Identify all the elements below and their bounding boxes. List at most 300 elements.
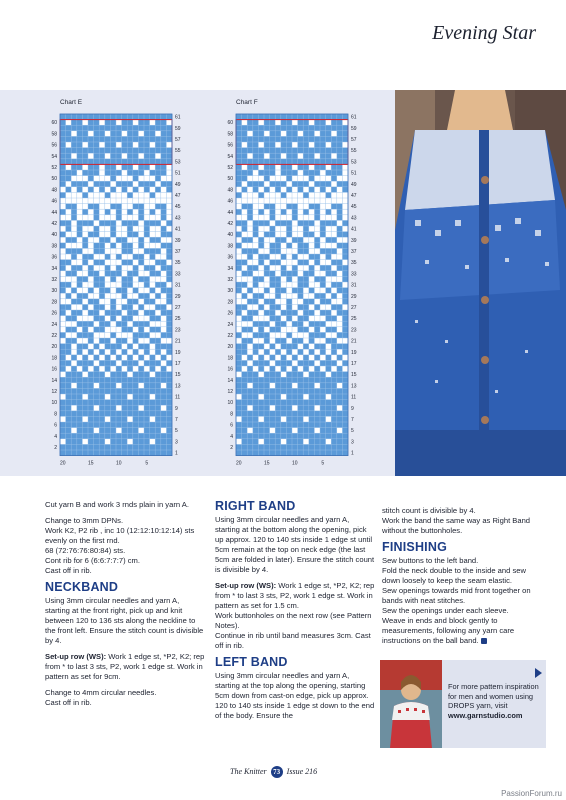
chart-stitch-contrast (60, 327, 66, 333)
chart-stitch-contrast (275, 254, 281, 260)
chart-stitch-contrast (309, 181, 315, 187)
chart-stitch-contrast (326, 204, 332, 210)
chart-stitch-contrast (337, 220, 343, 226)
row-number-left: 36 (227, 254, 233, 261)
chart-stitch-contrast (161, 316, 167, 322)
chart-stitch-contrast (253, 316, 259, 322)
paragraph: 68 (72:76:76:80:84) sts. (45, 546, 126, 555)
chart-stitch-contrast (94, 428, 100, 434)
chart-stitch-contrast (105, 293, 111, 299)
row-number-left: 4 (230, 433, 233, 440)
arrow-right-icon (535, 668, 542, 678)
chart-stitch-contrast (331, 366, 337, 372)
chart-stitch-contrast (150, 176, 156, 182)
chart-stitch-contrast (133, 293, 139, 299)
chart-stitch-contrast (298, 204, 304, 210)
chart-stitch-contrast (116, 176, 122, 182)
chart-stitch-contrast (88, 327, 94, 333)
paragraph: Using 3mm circular needles and yarn A, starting at the bottom along the opening, pick up approx. 120 to 140 sts inside 1 edge st until 5cm remain at the top on neck edge (the last 5cm are folded in later). Ensure the stitch count is divisible by 4. (215, 515, 375, 574)
chart-stitch-contrast (133, 243, 139, 249)
chart-stitch-contrast (127, 265, 133, 271)
chart-stitch-contrast (331, 321, 337, 327)
chart-stitch-contrast (138, 360, 144, 366)
chart-stitch-contrast (264, 192, 270, 198)
chart-stitch-contrast (150, 204, 156, 210)
chart-stitch-contrast (105, 131, 111, 137)
chart-stitch-contrast (253, 327, 259, 333)
chart-stitch-contrast (236, 226, 242, 232)
chart-stitch-contrast (236, 416, 242, 422)
chart-stitch-contrast (314, 232, 320, 238)
chart-stitch-contrast (166, 282, 172, 288)
chart-stitch-contrast (281, 372, 287, 378)
chart-stitch-contrast (326, 142, 332, 148)
chart-stitch-contrast (122, 131, 128, 137)
chart-stitch-contrast (258, 248, 264, 254)
chart-stitch-contrast (82, 288, 88, 294)
chart-stitch-contrast (138, 405, 144, 411)
row-number-left: 30 (227, 288, 233, 295)
chart-stitch-contrast (342, 237, 348, 243)
row-number-left: 32 (51, 277, 57, 283)
chart-stitch-contrast (286, 265, 292, 271)
chart-stitch-contrast (298, 254, 304, 260)
chart-stitch-contrast (60, 394, 66, 400)
chart-stitch-contrast (155, 209, 161, 215)
chart-stitch-contrast (71, 332, 77, 338)
chart-stitch-contrast (60, 215, 66, 221)
chart-stitch-contrast (82, 271, 88, 277)
chart-stitch-contrast (270, 254, 276, 260)
chart-stitch-contrast (138, 192, 144, 198)
chart-stitch-contrast (258, 204, 264, 210)
chart-stitch-contrast (66, 254, 72, 260)
row-number-left: 40 (51, 232, 57, 239)
chart-stitch-contrast (110, 338, 116, 344)
promo-link[interactable]: www.garnstudio.com (448, 710, 523, 720)
column-1 (45, 500, 205, 714)
chart-stitch-contrast (292, 405, 298, 411)
chart-stitch-contrast (105, 349, 111, 355)
chart-stitch-contrast (286, 366, 292, 372)
row-number-right: 59 (175, 125, 181, 132)
chart-stitch-contrast (88, 215, 94, 221)
chart-stitch-contrast (326, 187, 332, 193)
chart-stitch-contrast (88, 366, 94, 372)
chart-stitch-contrast (105, 198, 111, 204)
chart-stitch-contrast (253, 304, 259, 310)
chart-stitch-contrast (155, 265, 161, 271)
chart-stitch-contrast (122, 355, 128, 361)
chart-stitch-contrast (253, 209, 259, 215)
chart-stitch-contrast (247, 349, 253, 355)
chart-stitch-contrast (166, 176, 172, 182)
chart-stitch-contrast (94, 332, 100, 338)
chart-stitch-contrast (99, 271, 105, 277)
chart-stitch-contrast (144, 288, 150, 294)
chart-stitch-contrast (264, 248, 270, 254)
chart-stitch-contrast (326, 416, 332, 422)
chart-stitch-contrast (242, 215, 248, 221)
chart-stitch-contrast (99, 215, 105, 221)
chart-stitch-contrast (144, 327, 150, 333)
chart-stitch-contrast (236, 338, 242, 344)
chart-stitch-contrast (253, 237, 259, 243)
chart-stitch-contrast (253, 243, 259, 249)
chart-stitch-contrast (150, 187, 156, 193)
chart-stitch-contrast (138, 428, 144, 434)
row-number-right: 33 (175, 271, 181, 278)
chart-stitch-contrast (270, 265, 276, 271)
chart-stitch-contrast (66, 198, 72, 204)
chart-stitch-contrast (303, 338, 309, 344)
column-3 (382, 506, 544, 652)
chart-stitch-contrast (309, 209, 315, 215)
chart-f-grid (216, 110, 396, 480)
chart-stitch-contrast (258, 176, 264, 182)
chart-stitch-contrast (303, 439, 309, 445)
chart-stitch-contrast (127, 321, 133, 327)
chart-stitch-contrast (71, 232, 77, 238)
chart-stitch-contrast (133, 142, 139, 148)
chart-stitch-contrast (105, 439, 111, 445)
chart-stitch-contrast (161, 321, 167, 327)
chart-stitch-contrast (155, 310, 161, 316)
chart-stitch-contrast (320, 170, 326, 176)
chart-stitch-contrast (303, 176, 309, 182)
section-heading: FINISHING (382, 540, 447, 554)
chart-stitch-contrast (247, 428, 253, 434)
chart-stitch-contrast (133, 120, 139, 126)
chart-stitch-contrast (150, 276, 156, 282)
chart-stitch-contrast (144, 243, 150, 249)
chart-stitch-contrast (281, 204, 287, 210)
chart-stitch-contrast (242, 198, 248, 204)
chart-stitch-contrast (116, 187, 122, 193)
chart-stitch-contrast (342, 204, 348, 210)
chart-stitch-contrast (264, 226, 270, 232)
chart-stitch-contrast (150, 349, 156, 355)
chart-stitch-contrast (66, 299, 72, 305)
chart-stitch-contrast (122, 198, 128, 204)
paragraph: Work buttonholes on the next row (see Pattern Notes). (215, 611, 372, 630)
chart-stitch-contrast (326, 282, 332, 288)
chart-stitch-contrast (88, 304, 94, 310)
chart-stitch-contrast (71, 131, 77, 137)
chart-stitch-contrast (270, 192, 276, 198)
chart-stitch-contrast (270, 321, 276, 327)
chart-stitch-contrast (314, 248, 320, 254)
chart-stitch-contrast (314, 299, 320, 305)
chart-stitch-contrast (292, 360, 298, 366)
chart-stitch-contrast (71, 226, 77, 232)
row-number-left: 48 (51, 187, 57, 194)
chart-stitch-contrast (286, 181, 292, 187)
chart-stitch-contrast (309, 293, 315, 299)
chart-stitch-contrast (133, 198, 139, 204)
chart-stitch-contrast (82, 164, 88, 170)
paragraph: Change to 3mm DPNs. (45, 516, 124, 525)
chart-stitch-contrast (258, 187, 264, 193)
chart-stitch-contrast (133, 215, 139, 221)
chart-stitch-contrast (253, 204, 259, 210)
chart-stitch-contrast (337, 428, 343, 434)
column-number: 10 (292, 460, 298, 467)
chart-stitch-contrast (138, 310, 144, 316)
chart-stitch-contrast (166, 204, 172, 210)
chart-stitch-contrast (242, 232, 248, 238)
chart-stitch-contrast (247, 220, 253, 226)
chart-stitch-contrast (166, 237, 172, 243)
chart-stitch-contrast (161, 198, 167, 204)
chart-stitch-contrast (94, 293, 100, 299)
chart-stitch-contrast (116, 316, 122, 322)
row-number-left: 52 (227, 165, 233, 171)
chart-stitch-contrast (247, 360, 253, 366)
chart-stitch-contrast (258, 164, 264, 170)
chart-stitch-contrast (71, 293, 77, 299)
row-number-right: 37 (175, 249, 181, 255)
magazine-name: The Knitter (230, 767, 267, 776)
chart-stitch-contrast (99, 170, 105, 176)
chart-stitch-contrast (286, 338, 292, 344)
row-number-right: 49 (351, 181, 357, 188)
row-number-right: 1 (351, 450, 354, 457)
chart-stitch-contrast (133, 209, 139, 215)
chart-stitch-contrast (337, 316, 343, 322)
chart-stitch-contrast (122, 310, 128, 316)
row-number-right: 11 (175, 394, 181, 401)
chart-stitch-contrast (264, 237, 270, 243)
chart-stitch-contrast (264, 327, 270, 333)
chart-stitch-contrast (77, 209, 83, 215)
chart-stitch-contrast (337, 271, 343, 277)
chart-stitch-contrast (144, 271, 150, 277)
chart-stitch-contrast (331, 198, 337, 204)
chart-stitch-contrast (116, 243, 122, 249)
chart-stitch-contrast (122, 271, 128, 277)
issue-number: Issue 216 (286, 767, 318, 776)
chart-stitch-contrast (314, 383, 320, 389)
chart-stitch-contrast (161, 327, 167, 333)
chart-stitch-contrast (138, 271, 144, 277)
chart-stitch-contrast (326, 260, 332, 266)
chart-stitch-contrast (286, 260, 292, 266)
section-heading: NECKBAND (45, 580, 119, 594)
row-number-right: 3 (351, 439, 354, 446)
chart-stitch-contrast (82, 187, 88, 193)
chart-stitch-contrast (144, 176, 150, 182)
paragraph: Using 3mm circular needles and yarn A, starting at the top along the opening, starting 5cm down from cast-on edge, pick up approx. 120 to 140 sts inside 1 edge st down to the end of the body. Ensure the (215, 671, 375, 720)
chart-stitch-contrast (71, 344, 77, 350)
chart-stitch-contrast (116, 276, 122, 282)
chart-stitch-contrast (94, 192, 100, 198)
chart-stitch-contrast (71, 282, 77, 288)
paragraph: Sew the openings under each sleeve. (382, 606, 509, 615)
chart-stitch-contrast (236, 271, 242, 277)
chart-stitch-contrast (292, 220, 298, 226)
chart-stitch-contrast (150, 304, 156, 310)
chart-stitch-contrast (133, 355, 139, 361)
chart-stitch-contrast (82, 265, 88, 271)
chart-stitch-contrast (286, 192, 292, 198)
chart-stitch-contrast (144, 304, 150, 310)
chart-stitch-contrast (150, 439, 156, 445)
chart-stitch-contrast (110, 181, 116, 187)
chart-stitch-contrast (309, 316, 315, 322)
chart-stitch-contrast (320, 198, 326, 204)
chart-stitch-contrast (314, 316, 320, 322)
chart-stitch-contrast (166, 164, 172, 170)
paragraph: Using 3mm circular needles and yarn A, starting at the front right, pick up and knit between 120 to 136 sts along the neckline to the front left. Ensure the stitch count is divisible by 4. (45, 596, 204, 645)
chart-stitch-contrast (166, 170, 172, 176)
chart-stitch-contrast (150, 164, 156, 170)
chart-stitch-contrast (314, 310, 320, 316)
chart-stitch-contrast (320, 316, 326, 322)
chart-stitch-contrast (298, 170, 304, 176)
chart-stitch-contrast (127, 237, 133, 243)
watermark: PassionForum.ru (501, 789, 562, 798)
chart-stitch-contrast (292, 276, 298, 282)
chart-stitch-contrast (331, 254, 337, 260)
chart-stitch-contrast (66, 310, 72, 316)
chart-stitch-contrast (242, 265, 248, 271)
chart-stitch-contrast (326, 349, 332, 355)
chart-stitch-contrast (264, 131, 270, 137)
chart-stitch-contrast (258, 120, 264, 126)
chart-stitch-contrast (133, 181, 139, 187)
chart-stitch-contrast (342, 338, 348, 344)
chart-stitch-contrast (155, 355, 161, 361)
chart-stitch-contrast (342, 226, 348, 232)
chart-stitch-contrast (161, 254, 167, 260)
chart-stitch-contrast (326, 372, 332, 378)
chart-stitch-contrast (94, 360, 100, 366)
chart-stitch-contrast (303, 187, 309, 193)
chart-stitch-contrast (331, 332, 337, 338)
chart-stitch-contrast (82, 282, 88, 288)
chart-stitch-contrast (331, 355, 337, 361)
chart-stitch-contrast (127, 439, 133, 445)
chart-stitch-contrast (94, 220, 100, 226)
chart-stitch-contrast (314, 288, 320, 294)
page-number: 73 (271, 766, 283, 778)
chart-stitch-contrast (331, 209, 337, 215)
chart-stitch-contrast (309, 237, 315, 243)
chart-stitch-contrast (94, 265, 100, 271)
chart-stitch-contrast (320, 215, 326, 221)
row-number-right: 51 (351, 170, 357, 177)
chart-stitch-contrast (247, 282, 253, 288)
chart-stitch-contrast (166, 226, 172, 232)
chart-stitch-contrast (292, 316, 298, 322)
chart-stitch-contrast (82, 215, 88, 221)
row-number-left: 10 (227, 400, 233, 407)
chart-stitch-contrast (331, 226, 337, 232)
row-number-left: 46 (51, 198, 57, 205)
chart-stitch-contrast (292, 176, 298, 182)
chart-stitch-contrast (116, 282, 122, 288)
bold-label: Set-up row (WS): (215, 581, 277, 590)
chart-stitch-contrast (242, 299, 248, 305)
chart-stitch-contrast (292, 349, 298, 355)
chart-stitch-contrast (247, 131, 253, 137)
column-number: 20 (60, 460, 66, 467)
chart-stitch-contrast (292, 164, 298, 170)
chart-f-label: Chart F (236, 99, 258, 106)
chart-stitch-contrast (77, 366, 83, 372)
chart-stitch-contrast (94, 338, 100, 344)
chart-stitch-contrast (150, 282, 156, 288)
chart-stitch-contrast (82, 416, 88, 422)
chart-stitch-contrast (155, 288, 161, 294)
chart-stitch-contrast (242, 276, 248, 282)
chart-stitch-contrast (286, 198, 292, 204)
chart-stitch-contrast (77, 176, 83, 182)
chart-stitch-contrast (60, 372, 66, 378)
chart-stitch-contrast (144, 338, 150, 344)
row-number-right: 29 (175, 293, 181, 300)
chart-stitch-contrast (258, 232, 264, 238)
row-number-right: 25 (175, 316, 181, 323)
row-number-left: 56 (51, 142, 57, 149)
chart-stitch-contrast (258, 142, 264, 148)
chart-stitch-contrast (82, 120, 88, 126)
chart-stitch-contrast (337, 349, 343, 355)
chart-stitch-contrast (82, 299, 88, 305)
chart-stitch-contrast (144, 198, 150, 204)
chart-stitch-contrast (326, 439, 332, 445)
chart-stitch-contrast (292, 248, 298, 254)
chart-stitch-contrast (133, 316, 139, 322)
chart-stitch-contrast (337, 338, 343, 344)
chart-stitch-contrast (331, 181, 337, 187)
chart-stitch-contrast (258, 215, 264, 221)
chart-stitch-contrast (253, 338, 259, 344)
chart-stitch-contrast (337, 360, 343, 366)
chart-stitch-contrast (116, 360, 122, 366)
chart-stitch-contrast (298, 209, 304, 215)
chart-stitch-contrast (281, 439, 287, 445)
chart-stitch-contrast (105, 243, 111, 249)
chart-stitch-contrast (298, 192, 304, 198)
chart-stitch-contrast (99, 254, 105, 260)
chart-stitch-contrast (270, 383, 276, 389)
chart-stitch-contrast (161, 383, 167, 389)
chart-stitch-contrast (66, 355, 72, 361)
chart-stitch-contrast (122, 254, 128, 260)
chart-stitch-contrast (150, 226, 156, 232)
chart-stitch-contrast (122, 366, 128, 372)
chart-stitch-contrast (264, 181, 270, 187)
chart-stitch-contrast (94, 288, 100, 294)
chart-stitch-contrast (155, 243, 161, 249)
row-number-left: 16 (51, 366, 57, 373)
chart-stitch-contrast (331, 288, 337, 294)
chart-stitch-contrast (133, 304, 139, 310)
chart-stitch-contrast (166, 142, 172, 148)
chart-stitch-contrast (314, 349, 320, 355)
section-heading: LEFT BAND (215, 655, 288, 669)
chart-stitch-contrast (286, 248, 292, 254)
chart-stitch-contrast (298, 271, 304, 277)
chart-stitch-contrast (303, 349, 309, 355)
chart-stitch-contrast (166, 198, 172, 204)
row-number-left: 44 (227, 209, 233, 216)
chart-stitch-contrast (66, 243, 72, 249)
chart-stitch-contrast (127, 176, 133, 182)
chart-stitch-contrast (331, 276, 337, 282)
